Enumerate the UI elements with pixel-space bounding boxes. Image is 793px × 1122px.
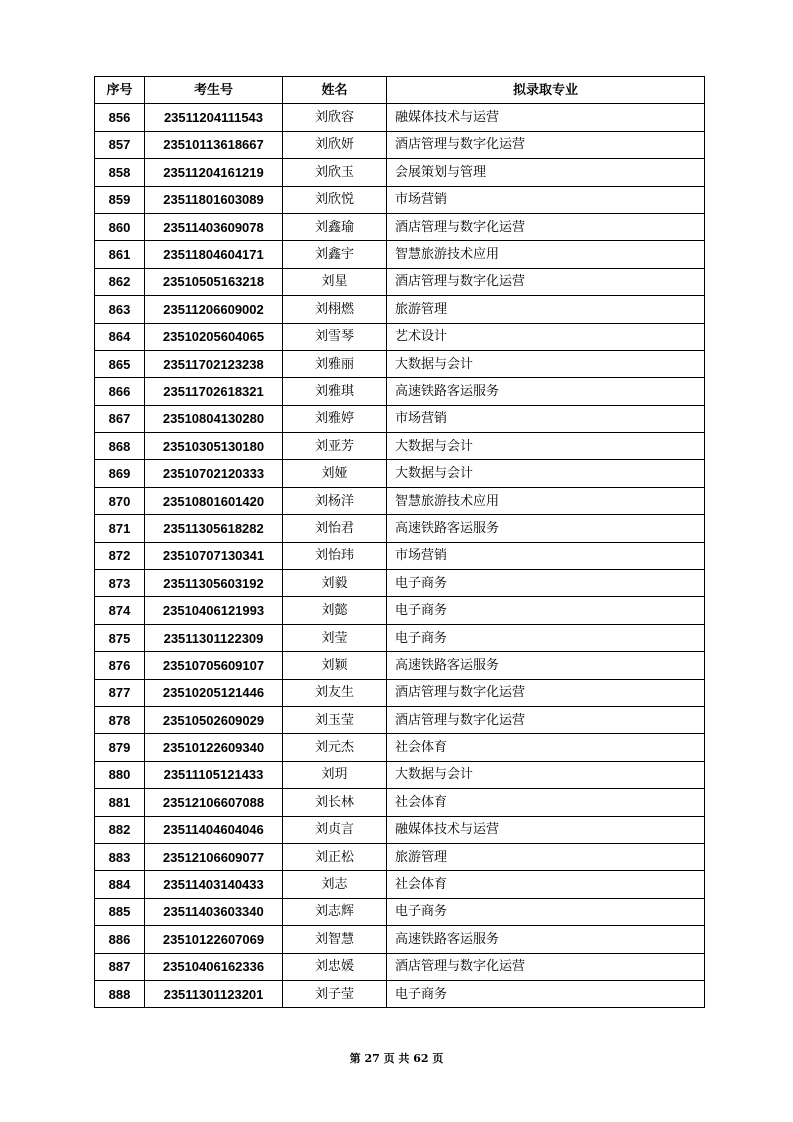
admission-table-container	[94, 76, 704, 1008]
cell-major: 大数据与会计	[387, 761, 705, 788]
header-major: 拟录取专业	[387, 77, 705, 104]
header-exam-id: 考生号	[145, 77, 283, 104]
cell-serial-number: 878	[95, 706, 145, 733]
table-row	[95, 268, 705, 295]
cell-exam-id: 23511801603089	[145, 186, 283, 213]
cell-serial-number: 858	[95, 159, 145, 186]
cell-major: 酒店管理与数字化运营	[387, 679, 705, 706]
cell-major: 大数据与会计	[387, 350, 705, 377]
cell-name: 刘怡玮	[283, 542, 387, 569]
table-row	[95, 241, 705, 268]
table-row	[95, 323, 705, 350]
table-row	[95, 953, 705, 980]
cell-serial-number: 885	[95, 898, 145, 925]
cell-major: 艺术设计	[387, 323, 705, 350]
cell-major: 酒店管理与数字化运营	[387, 706, 705, 733]
table-row	[95, 296, 705, 323]
table-row	[95, 679, 705, 706]
cell-name: 刘子莹	[283, 980, 387, 1007]
cell-exam-id: 23511204161219	[145, 159, 283, 186]
cell-exam-id: 23510205121446	[145, 679, 283, 706]
cell-name: 刘长林	[283, 789, 387, 816]
table-row	[95, 871, 705, 898]
cell-serial-number: 881	[95, 789, 145, 816]
cell-name: 刘玉莹	[283, 706, 387, 733]
cell-name: 刘贞言	[283, 816, 387, 843]
cell-serial-number: 882	[95, 816, 145, 843]
cell-exam-id: 23510205604065	[145, 323, 283, 350]
cell-exam-id: 23511204111543	[145, 104, 283, 131]
cell-serial-number: 870	[95, 487, 145, 514]
cell-major: 市场营销	[387, 186, 705, 213]
cell-name: 刘玥	[283, 761, 387, 788]
cell-major: 旅游管理	[387, 843, 705, 870]
cell-exam-id: 23511403609078	[145, 213, 283, 240]
cell-major: 电子商务	[387, 980, 705, 1007]
cell-exam-id: 23511105121433	[145, 761, 283, 788]
table-row	[95, 898, 705, 925]
cell-major: 高速铁路客运服务	[387, 515, 705, 542]
cell-exam-id: 23510804130280	[145, 405, 283, 432]
cell-name: 刘星	[283, 268, 387, 295]
table-row	[95, 131, 705, 158]
table-body	[95, 104, 705, 1008]
cell-major: 社会体育	[387, 734, 705, 761]
cell-name: 刘志	[283, 871, 387, 898]
cell-major: 旅游管理	[387, 296, 705, 323]
cell-exam-id: 23510122609340	[145, 734, 283, 761]
cell-serial-number: 869	[95, 460, 145, 487]
cell-serial-number: 880	[95, 761, 145, 788]
cell-serial-number: 867	[95, 405, 145, 432]
cell-exam-id: 23510305130180	[145, 433, 283, 460]
cell-exam-id: 23510113618667	[145, 131, 283, 158]
cell-major: 融媒体技术与运营	[387, 104, 705, 131]
cell-serial-number: 874	[95, 597, 145, 624]
cell-major: 酒店管理与数字化运营	[387, 131, 705, 158]
cell-name: 刘友生	[283, 679, 387, 706]
table-row	[95, 597, 705, 624]
cell-name: 刘毅	[283, 570, 387, 597]
cell-serial-number: 862	[95, 268, 145, 295]
cell-serial-number: 859	[95, 186, 145, 213]
cell-name: 刘杨洋	[283, 487, 387, 514]
cell-major: 高速铁路客运服务	[387, 926, 705, 953]
table-row	[95, 186, 705, 213]
cell-exam-id: 23510505163218	[145, 268, 283, 295]
cell-exam-id: 23511403603340	[145, 898, 283, 925]
cell-exam-id: 23511206609002	[145, 296, 283, 323]
table-row	[95, 706, 705, 733]
cell-exam-id: 23511702123238	[145, 350, 283, 377]
cell-exam-id: 23511301122309	[145, 624, 283, 651]
table-row	[95, 624, 705, 651]
table-row	[95, 159, 705, 186]
cell-name: 刘雅丽	[283, 350, 387, 377]
cell-exam-id: 23511301123201	[145, 980, 283, 1007]
table-row	[95, 734, 705, 761]
cell-name: 刘元杰	[283, 734, 387, 761]
cell-exam-id: 23511804604171	[145, 241, 283, 268]
cell-name: 刘欣悦	[283, 186, 387, 213]
admission-table	[94, 76, 705, 1008]
cell-name: 刘栩燃	[283, 296, 387, 323]
cell-major: 社会体育	[387, 789, 705, 816]
cell-major: 电子商务	[387, 597, 705, 624]
table-row	[95, 980, 705, 1007]
header-name: 姓名	[283, 77, 387, 104]
cell-serial-number: 876	[95, 652, 145, 679]
cell-major: 大数据与会计	[387, 433, 705, 460]
cell-exam-id: 23510707130341	[145, 542, 283, 569]
cell-exam-id: 23510122607069	[145, 926, 283, 953]
cell-serial-number: 864	[95, 323, 145, 350]
header-serial-number: 序号	[95, 77, 145, 104]
table-row	[95, 433, 705, 460]
cell-serial-number: 879	[95, 734, 145, 761]
cell-exam-id: 23510702120333	[145, 460, 283, 487]
cell-serial-number: 871	[95, 515, 145, 542]
page-footer: 第 27 页 共 62 页	[349, 1052, 444, 1065]
table-row	[95, 104, 705, 131]
cell-major: 会展策划与管理	[387, 159, 705, 186]
table-row	[95, 926, 705, 953]
table-row	[95, 816, 705, 843]
cell-serial-number: 860	[95, 213, 145, 240]
cell-name: 刘忠媛	[283, 953, 387, 980]
cell-name: 刘欣玉	[283, 159, 387, 186]
cell-name: 刘娅	[283, 460, 387, 487]
cell-major: 市场营销	[387, 405, 705, 432]
cell-major: 社会体育	[387, 871, 705, 898]
cell-exam-id: 23511404604046	[145, 816, 283, 843]
cell-exam-id: 23510406162336	[145, 953, 283, 980]
cell-name: 刘雪琴	[283, 323, 387, 350]
table-row	[95, 515, 705, 542]
cell-name: 刘欣容	[283, 104, 387, 131]
cell-exam-id: 23510801601420	[145, 487, 283, 514]
cell-major: 市场营销	[387, 542, 705, 569]
table-row	[95, 761, 705, 788]
cell-exam-id: 23512106609077	[145, 843, 283, 870]
cell-serial-number: 875	[95, 624, 145, 651]
cell-name: 刘雅婷	[283, 405, 387, 432]
cell-serial-number: 884	[95, 871, 145, 898]
cell-exam-id: 23510502609029	[145, 706, 283, 733]
cell-serial-number: 868	[95, 433, 145, 460]
cell-name: 刘志辉	[283, 898, 387, 925]
cell-major: 酒店管理与数字化运营	[387, 953, 705, 980]
cell-exam-id: 23510406121993	[145, 597, 283, 624]
cell-name: 刘亚芳	[283, 433, 387, 460]
cell-serial-number: 883	[95, 843, 145, 870]
cell-name: 刘智慧	[283, 926, 387, 953]
cell-major: 电子商务	[387, 570, 705, 597]
cell-name: 刘颖	[283, 652, 387, 679]
table-row	[95, 542, 705, 569]
cell-name: 刘雅琪	[283, 378, 387, 405]
cell-serial-number: 888	[95, 980, 145, 1007]
cell-name: 刘懿	[283, 597, 387, 624]
cell-major: 高速铁路客运服务	[387, 652, 705, 679]
table-row	[95, 405, 705, 432]
cell-exam-id: 23511403140433	[145, 871, 283, 898]
table-row	[95, 460, 705, 487]
cell-name: 刘欣妍	[283, 131, 387, 158]
table-row	[95, 789, 705, 816]
cell-major: 大数据与会计	[387, 460, 705, 487]
cell-name: 刘怡君	[283, 515, 387, 542]
cell-serial-number: 863	[95, 296, 145, 323]
table-row	[95, 213, 705, 240]
cell-major: 酒店管理与数字化运营	[387, 268, 705, 295]
cell-major: 酒店管理与数字化运营	[387, 213, 705, 240]
table-header-row	[95, 77, 705, 104]
cell-serial-number: 873	[95, 570, 145, 597]
table-row	[95, 378, 705, 405]
cell-serial-number: 886	[95, 926, 145, 953]
cell-major: 融媒体技术与运营	[387, 816, 705, 843]
cell-serial-number: 866	[95, 378, 145, 405]
table-row	[95, 652, 705, 679]
cell-major: 智慧旅游技术应用	[387, 241, 705, 268]
cell-serial-number: 872	[95, 542, 145, 569]
table-row	[95, 843, 705, 870]
cell-name: 刘鑫瑜	[283, 213, 387, 240]
cell-major: 电子商务	[387, 624, 705, 651]
cell-name: 刘鑫宇	[283, 241, 387, 268]
cell-serial-number: 857	[95, 131, 145, 158]
cell-name: 刘正松	[283, 843, 387, 870]
cell-serial-number: 856	[95, 104, 145, 131]
table-row	[95, 350, 705, 377]
cell-serial-number: 861	[95, 241, 145, 268]
cell-serial-number: 877	[95, 679, 145, 706]
cell-serial-number: 865	[95, 350, 145, 377]
cell-serial-number: 887	[95, 953, 145, 980]
cell-exam-id: 23510705609107	[145, 652, 283, 679]
cell-exam-id: 23511305618282	[145, 515, 283, 542]
table-row	[95, 570, 705, 597]
cell-exam-id: 23512106607088	[145, 789, 283, 816]
table-row	[95, 487, 705, 514]
cell-major: 智慧旅游技术应用	[387, 487, 705, 514]
cell-major: 电子商务	[387, 898, 705, 925]
cell-exam-id: 23511702618321	[145, 378, 283, 405]
cell-major: 高速铁路客运服务	[387, 378, 705, 405]
cell-name: 刘莹	[283, 624, 387, 651]
cell-exam-id: 23511305603192	[145, 570, 283, 597]
